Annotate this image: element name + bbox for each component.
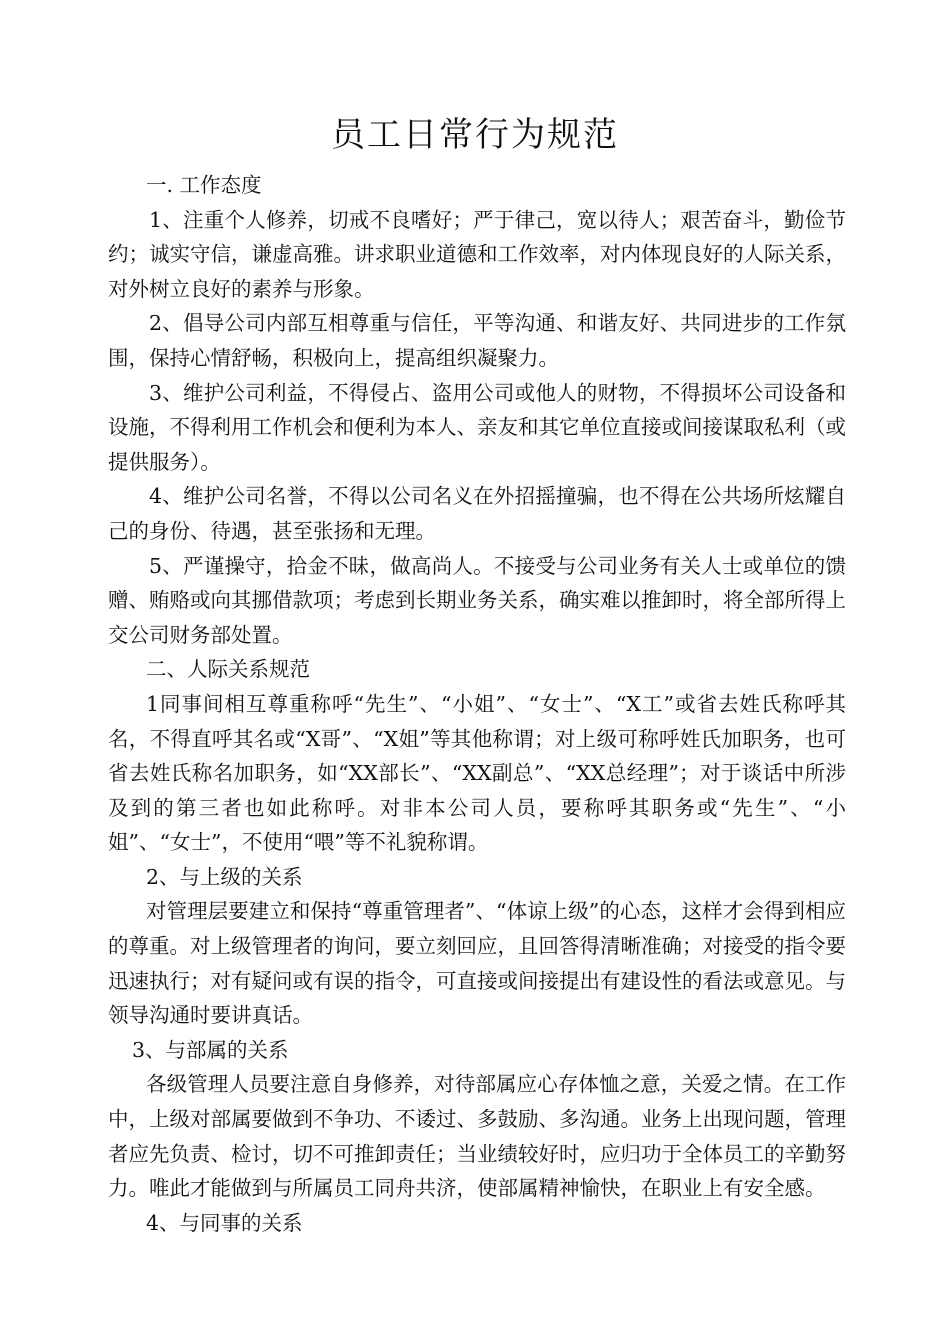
paragraph: 2、倡导公司内部互相尊重与信任，平等沟通、和谐友好、共同进步的工作氛围，保持心情舒畅，积极向上，提高组织凝聚力。 xyxy=(108,311,846,370)
paragraph: 4、维护公司名誉，不得以公司名义在外招摇撞骗，也不得在公共场所炫耀自己的身份、待遇，甚至张扬和无理。 xyxy=(108,484,846,543)
paragraph: 1、注重个人修养，切戒不良嗜好；严于律己，宽以待人；艰苦奋斗，勤俭节约；诚实守信，谦虚高雅。讲求职业道德和工作效率，对内体现良好的人际关系，对外树立良好的素养与形象。 xyxy=(108,207,846,301)
section-heading-work-attitude: 一. 工作态度 xyxy=(146,173,262,197)
paragraph: 3、维护公司利益，不得侵占、盗用公司或他人的财物，不得损坏公司设备和设施，不得利用工作机会和便利为本人、亲友和其它单位直接或间接谋取私利（或提供服务）。 xyxy=(108,380,846,474)
section-heading-interpersonal: 二、人际关系规范 xyxy=(146,657,310,682)
subheading-colleagues: 4、与同事的关系 xyxy=(146,1210,303,1235)
subheading-subordinates: 3、与部属的关系 xyxy=(132,1037,289,1062)
paragraph: 对管理层要建立和保持“尊重管理者”、“体谅上级”的心态，这样才会得到相应的尊重。对上级管理者的询问，要立刻回应，且回答得清晰准确；对接受的指令要迅速执行；对有疑问或有误的指令，可直接或间接提出有建设性的看法或意见。与领导沟通时要讲真话。 xyxy=(108,899,846,1028)
paragraph: 5、严谨操守，拾金不昧，做高尚人。不接受与公司业务有关人士或单位的馈赠、贿赂或向其挪借款项；考虑到长期业务关系，确实难以推卸时，将全部所得上交公司财务部处置。 xyxy=(108,553,846,647)
paragraph: 1同事间相互尊重称呼“先生”、“小姐”、“女士”、“X工”或省去姓氏称呼其名，不得直呼其名或“X哥”、“X姐”等其他称谓；对上级可称呼姓氏加职务，也可省去姓氏称名加职务，如“XX部长”、“XX副总”、“XX总经理”；对于谈话中所涉及到的第三者也如此称呼。对非本公司人员，要称呼其职务或“先生”、“小姐”、“女士”，不使用“喂”等不礼貌称谓。 xyxy=(108,691,846,855)
subheading-superiors: 2、与上级的关系 xyxy=(146,864,303,889)
document-title: 员工日常行为规范 xyxy=(331,115,619,155)
document-body xyxy=(108,168,846,1240)
paragraph: 各级管理人员要注意自身修养，对待部属应心存体恤之意，关爱之情。在工作中，上级对部属要做到不争功、不诿过、多鼓励、多沟通。业务上出现问题，管理者应先负责、检讨，切不可推卸责任；当业绩较好时，应归功于全体员工的辛勤努力。唯此才能做到与所属员工同舟共济，使部属精神愉快，在职业上有安全感。 xyxy=(108,1072,846,1201)
